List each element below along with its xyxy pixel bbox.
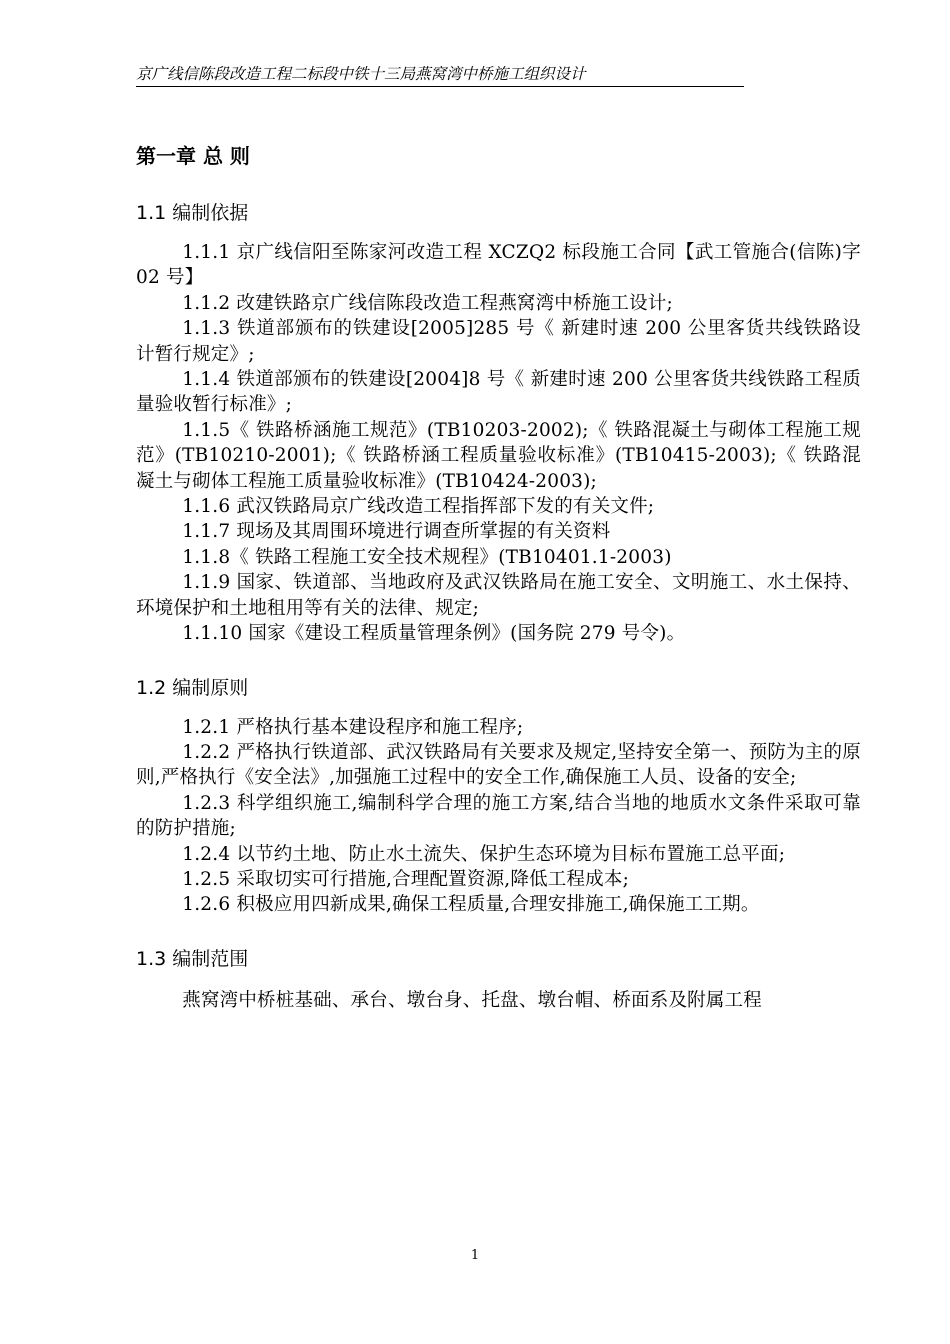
paragraph: 1.2.2 严格执行铁道部、武汉铁路局有关要求及规定,坚持安全第一、预防为主的原则,严格执行《安全法》,加强施工过程中的安全工作,确保施工人员、设备的安全; (136, 741, 861, 789)
section-title: 1.1 编制依据 (136, 202, 249, 224)
section-body (136, 988, 861, 1013)
chapter-title: 第一章 总 则 (136, 144, 250, 168)
section-1-1 (136, 198, 861, 647)
paragraph: 1.2.3 科学组织施工,编制科学合理的施工方案,结合当地的地质水文条件采取可靠的防护措施; (136, 792, 861, 840)
paragraph: 1.1.4 铁道部颁布的铁建设[2004]8 号《 新建时速 200 公里客货共线铁路工程质量验收暂行标准》; (136, 369, 861, 416)
paragraph: 1.1.1 京广线信阳至陈家河改造工程 XCZQ2 标段施工合同【武工管施合(信陈)字 02 号】 (136, 242, 861, 289)
section-body (136, 715, 861, 918)
section-1-2 (136, 673, 861, 918)
paragraph: 1.1.9 国家、铁道部、当地政府及武汉铁路局在施工安全、文明施工、水土保持、环境保护和土地租用等有关的法律、规定; (136, 572, 861, 619)
running-header: 京广线信陈段改造工程二标段中铁十三局燕窝湾中桥施工组织设计 (136, 64, 744, 87)
page-number: 1 (470, 1248, 480, 1263)
paragraph: 燕窝湾中桥桩基础、承台、墩台身、托盘、墩台帽、桥面系及附属工程 (182, 989, 762, 1011)
document-body (136, 140, 861, 1013)
paragraph: 1.2.1 严格执行基本建设程序和施工程序; (182, 716, 524, 738)
paragraph: 1.1.6 武汉铁路局京广线改造工程指挥部下发的有关文件; (182, 496, 655, 518)
paragraph: 1.1.3 铁道部颁布的铁建设[2005]285 号《 新建时速 200 公里客货共线铁路设计暂行规定》; (136, 318, 861, 365)
paragraph: 1.1.2 改建铁路京广线信陈段改造工程燕窝湾中桥施工设计; (182, 292, 673, 314)
paragraph: 1.1.5《 铁路桥涵施工规范》(TB10203-2002);《 铁路混凝土与砌体工程施工规范》(TB10210-2001);《 铁路桥涵工程质量验收标准》(TB10415-2003);《 铁路混凝土与砌体工程施工质量验收标准》(TB10424-2003); (136, 419, 861, 492)
paragraph: 1.1.8《 铁路工程施工安全技术规程》(TB10401.1-2003) (182, 546, 672, 568)
paragraph: 1.1.7 现场及其周围环境进行调查所掌握的有关资料 (182, 521, 611, 543)
section-title: 1.2 编制原则 (136, 676, 249, 699)
section-title: 1.3 编制范围 (136, 947, 249, 970)
paragraph: 1.2.5 采取切实可行措施,合理配置资源,降低工程成本; (182, 868, 629, 890)
section-1-3 (136, 944, 861, 1013)
paragraph: 1.2.4 以节约土地、防止水土流失、保护生态环境为目标布置施工总平面; (182, 843, 786, 865)
section-body (136, 240, 861, 647)
paragraph: 1.2.6 积极应用四新成果,确保工程质量,合理安排施工,确保施工工期。 (182, 894, 760, 916)
paragraph: 1.1.10 国家《建设工程质量管理条例》(国务院 279 号令)。 (182, 623, 686, 645)
